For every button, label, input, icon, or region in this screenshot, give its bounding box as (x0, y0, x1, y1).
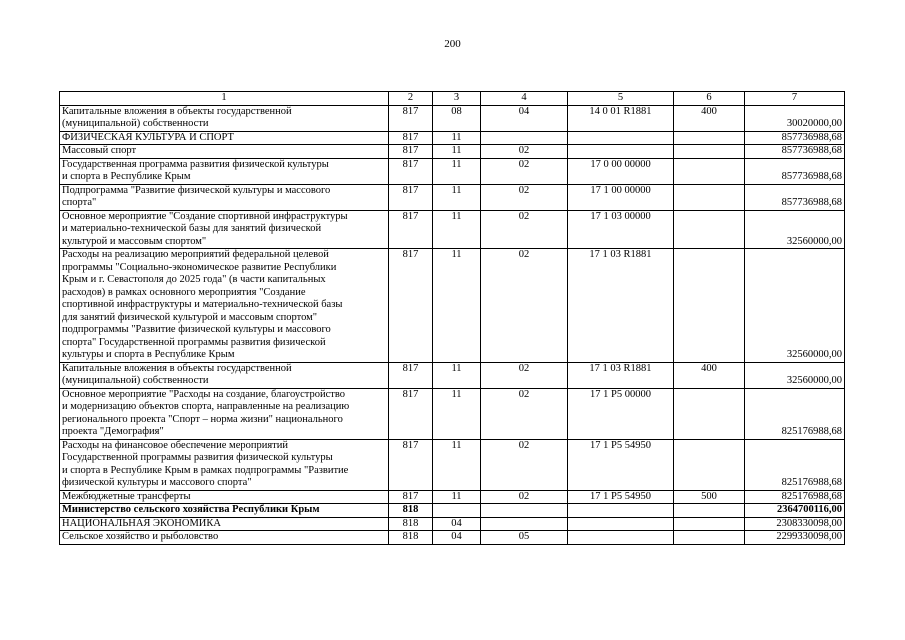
table-row (60, 439, 845, 490)
row-subsection-cell: 02 (481, 490, 568, 504)
row-expense-type-cell (674, 517, 745, 531)
row-expense-type-cell (674, 145, 745, 159)
row-target-article-cell (568, 531, 674, 545)
row-grbs-cell: 817 (389, 388, 433, 439)
row-name-cell: Массовый спорт (60, 145, 389, 159)
row-target-article-cell: 17 1 P5 00000 (568, 388, 674, 439)
row-expense-type-cell (674, 439, 745, 490)
row-sum-cell: 2308330098,00 (745, 517, 845, 531)
row-sum-cell: 857736988,68 (745, 158, 845, 184)
row-sum-cell: 2299330098,00 (745, 531, 845, 545)
row-grbs-cell: 817 (389, 362, 433, 388)
row-grbs-cell: 818 (389, 504, 433, 518)
row-section-cell: 11 (433, 131, 481, 145)
header-cell: 1 (60, 92, 389, 106)
row-name-cell: Подпрограмма "Развитие физической культуры и массового спорта" (60, 184, 389, 210)
row-subsection-cell (481, 131, 568, 145)
row-subsection-cell: 02 (481, 210, 568, 249)
row-grbs-cell: 817 (389, 490, 433, 504)
row-grbs-cell: 818 (389, 531, 433, 545)
row-section-cell: 11 (433, 158, 481, 184)
row-expense-type-cell (674, 210, 745, 249)
row-name-cell: Сельское хозяйство и рыболовство (60, 531, 389, 545)
row-subsection-cell: 02 (481, 388, 568, 439)
row-grbs-cell: 818 (389, 517, 433, 531)
row-expense-type-cell: 400 (674, 362, 745, 388)
row-subsection-cell: 02 (481, 158, 568, 184)
row-sum-cell: 825176988,68 (745, 388, 845, 439)
table-row (60, 249, 845, 363)
table-row (60, 490, 845, 504)
header-row (60, 92, 845, 106)
row-sum-cell: 32560000,00 (745, 210, 845, 249)
row-subsection-cell: 02 (481, 184, 568, 210)
row-expense-type-cell (674, 184, 745, 210)
row-target-article-cell (568, 145, 674, 159)
row-expense-type-cell: 400 (674, 105, 745, 131)
row-subsection-cell: 04 (481, 105, 568, 131)
row-name-cell: НАЦИОНАЛЬНАЯ ЭКОНОМИКА (60, 517, 389, 531)
page-number: 200 (444, 38, 461, 50)
row-target-article-cell: 17 1 03 R1881 (568, 249, 674, 363)
row-sum-cell: 857736988,68 (745, 131, 845, 145)
row-grbs-cell: 817 (389, 184, 433, 210)
row-subsection-cell: 02 (481, 145, 568, 159)
row-sum-cell: 825176988,68 (745, 439, 845, 490)
row-expense-type-cell (674, 249, 745, 363)
row-name-cell: Расходы на реализацию мероприятий федеральной целевой программы "Социально-экономическое развитие Республики Крым и г. Севастополя до 2025 года" (в части капитальных расходов) в рамках основного мероприятия "Создание спортивной инфраструктуры и материально-технической базы для занятий физической культурой и массовым спортом" подпрограммы "Развитие физической культуры и массового спорта" Государственной программы развития физической культуры и спорта в Республике Крым (60, 249, 389, 363)
table-row (60, 105, 845, 131)
row-section-cell: 11 (433, 362, 481, 388)
row-grbs-cell: 817 (389, 105, 433, 131)
row-section-cell: 11 (433, 210, 481, 249)
row-subsection-cell: 02 (481, 439, 568, 490)
row-name-cell: Капитальные вложения в объекты государственной (муниципальной) собственности (60, 362, 389, 388)
row-target-article-cell: 14 0 01 R1881 (568, 105, 674, 131)
row-grbs-cell: 817 (389, 158, 433, 184)
row-subsection-cell (481, 517, 568, 531)
row-section-cell: 11 (433, 249, 481, 363)
table-row (60, 145, 845, 159)
row-sum-cell: 30020000,00 (745, 105, 845, 131)
header-cell: 5 (568, 92, 674, 106)
row-section-cell: 04 (433, 531, 481, 545)
row-expense-type-cell (674, 131, 745, 145)
table-row (60, 388, 845, 439)
row-target-article-cell (568, 504, 674, 518)
row-target-article-cell (568, 131, 674, 145)
row-section-cell: 11 (433, 439, 481, 490)
header-cell: 7 (745, 92, 845, 106)
row-name-cell: Основное мероприятие "Создание спортивной инфраструктуры и материально-технической базы для занятий физической культурой и массовым спортом" (60, 210, 389, 249)
table-row (60, 504, 845, 518)
row-name-cell: Государственная программа развития физической культуры и спорта в Республике Крым (60, 158, 389, 184)
row-name-cell: Капитальные вложения в объекты государственной (муниципальной) собственности (60, 105, 389, 131)
header-cell: 3 (433, 92, 481, 106)
row-section-cell: 11 (433, 145, 481, 159)
row-sum-cell: 825176988,68 (745, 490, 845, 504)
row-target-article-cell: 17 1 00 00000 (568, 184, 674, 210)
header-cell: 6 (674, 92, 745, 106)
table-row (60, 517, 845, 531)
table-row (60, 184, 845, 210)
table-row (60, 158, 845, 184)
row-section-cell: 04 (433, 517, 481, 531)
row-target-article-cell: 17 0 00 00000 (568, 158, 674, 184)
header-cell: 2 (389, 92, 433, 106)
row-target-article-cell: 17 1 03 R1881 (568, 362, 674, 388)
table-row (60, 362, 845, 388)
row-section-cell: 11 (433, 388, 481, 439)
row-subsection-cell (481, 504, 568, 518)
row-target-article-cell: 17 1 P5 54950 (568, 439, 674, 490)
row-grbs-cell: 817 (389, 210, 433, 249)
table-row (60, 131, 845, 145)
row-expense-type-cell (674, 158, 745, 184)
row-sum-cell: 857736988,68 (745, 184, 845, 210)
budget-table (59, 91, 845, 545)
row-name-cell: Основное мероприятие "Расходы на создание, благоустройство и модернизацию объектов спорта, направленные на реализацию регионального проекта "Спорт – норма жизни" национального проекта "Демография" (60, 388, 389, 439)
row-subsection-cell: 05 (481, 531, 568, 545)
row-target-article-cell: 17 1 03 00000 (568, 210, 674, 249)
row-target-article-cell: 17 1 P5 54950 (568, 490, 674, 504)
row-target-article-cell (568, 517, 674, 531)
row-subsection-cell: 02 (481, 362, 568, 388)
row-sum-cell: 2364700116,00 (745, 504, 845, 518)
row-name-cell: ФИЗИЧЕСКАЯ КУЛЬТУРА И СПОРТ (60, 131, 389, 145)
row-name-cell: Министерство сельского хозяйства Республики Крым (60, 504, 389, 518)
row-section-cell: 11 (433, 490, 481, 504)
row-expense-type-cell (674, 504, 745, 518)
row-grbs-cell: 817 (389, 145, 433, 159)
row-expense-type-cell: 500 (674, 490, 745, 504)
row-section-cell (433, 504, 481, 518)
row-sum-cell: 857736988,68 (745, 145, 845, 159)
row-subsection-cell: 02 (481, 249, 568, 363)
row-sum-cell: 32560000,00 (745, 249, 845, 363)
row-grbs-cell: 817 (389, 131, 433, 145)
row-grbs-cell: 817 (389, 439, 433, 490)
row-expense-type-cell (674, 388, 745, 439)
row-sum-cell: 32560000,00 (745, 362, 845, 388)
row-name-cell: Расходы на финансовое обеспечение мероприятий Государственной программы развития физической культуры и спорта в Республике Крым в рамках подпрограммы "Развитие физической культуры и массового спорта" (60, 439, 389, 490)
row-grbs-cell: 817 (389, 249, 433, 363)
row-section-cell: 11 (433, 184, 481, 210)
table-row (60, 531, 845, 545)
row-name-cell: Межбюджетные трансферты (60, 490, 389, 504)
header-cell: 4 (481, 92, 568, 106)
table-row (60, 210, 845, 249)
row-expense-type-cell (674, 531, 745, 545)
row-section-cell: 08 (433, 105, 481, 131)
